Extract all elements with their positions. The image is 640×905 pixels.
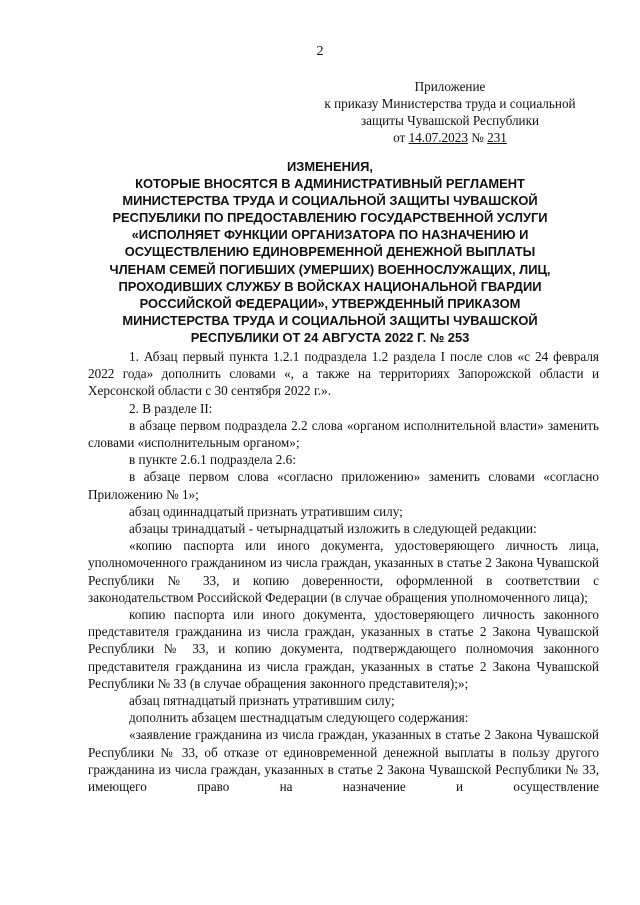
title-line: МИНИСТЕРСТВА ТРУДА И СОЦИАЛЬНОЙ ЗАЩИТЫ ЧУВАШСКОЙ	[122, 312, 538, 328]
paragraph: 1. Абзац первый пункта 1.2.1 подраздела 1.2 раздела I после слов «с 24 февраля 2022 года» дополнить словами «, а также на территориях Запорожской области и Херсонской области с 30 сентября 2022 г.».	[88, 349, 599, 399]
paragraph: в абзаце первом подраздела 2.2 слова «органом исполнительной власти» заменить словами «исполнительным органом»;	[88, 417, 599, 451]
order-number: 231	[487, 130, 507, 145]
title-line: РЕСПУБЛИКИ ПО ПРЕДОСТАВЛЕНИЮ ГОСУДАРСТВЕННОЙ УСЛУГИ	[112, 210, 548, 226]
order-date: 14.07.2023	[408, 130, 468, 145]
title-line: «ИСПОЛНЯЕТ ФУНКЦИИ ОРГАНИЗАТОРА ПО НАЗНАЧЕНИЮ И	[131, 227, 529, 243]
paragraph: «копию паспорта или иного документа, удостоверяющего личность лица, уполномоченного гражданином из числа граждан, указанных в статье 2 Закона Чувашской Республики № 33, и копию доверенности, оформленной в соответствии с законодательством Российской Федерации (в случае обращения уполномоченного лица);	[88, 538, 599, 605]
appendix-date-line	[300, 129, 600, 146]
appendix-block	[300, 78, 600, 146]
appendix-ministry-line: защиты Чувашской Республики	[360, 113, 540, 128]
paragraph: дополнить абзацем шестнадцатым следующего содержания:	[129, 710, 469, 726]
date-prefix: от	[393, 130, 409, 145]
title-line: ОСУЩЕСТВЛЕНИЮ ЕДИНОВРЕМЕННОЙ ДЕНЕЖНОЙ ВЫПЛАТЫ	[124, 244, 536, 260]
title-line: ИЗМЕНЕНИЯ,	[286, 159, 373, 174]
title-line: ЧЛЕНАМ СЕМЕЙ ПОГИБШИХ (УМЕРШИХ) ВОЕННОСЛУЖАЩИХ, ЛИЦ,	[109, 261, 551, 277]
number-prefix: №	[467, 130, 488, 145]
title-line: РОССИЙСКОЙ ФЕДЕРАЦИИ», УТВЕРЖДЕННЫЙ ПРИКАЗОМ	[139, 295, 521, 311]
title-line: МИНИСТЕРСТВА ТРУДА И СОЦИАЛЬНОЙ ЗАЩИТЫ ЧУВАШСКОЙ	[122, 193, 538, 209]
paragraph: «заявление гражданина из числа граждан, указанных в статье 2 Закона Чувашской Республики № 33, об отказе от единовременной денежной выплаты в пользу другого гражданина из числа граждан, указанных в статье 2 Закона Чувашской Республики № 33, имеющего право на назначение и осуществление	[88, 727, 599, 795]
paragraph: абзац пятнадцатый признать утратившим силу;	[129, 693, 395, 709]
paragraph: в абзаце первом слова «согласно приложению» заменить словами «согласно Приложению № 1»;	[88, 469, 599, 502]
document-body	[88, 348, 599, 795]
appendix-order-line: к приказу Министерства труда и социальной	[324, 96, 576, 111]
paragraph: абзац одиннадцатый признать утратившим силу;	[129, 503, 403, 519]
title-line: КОТОРЫЕ ВНОСЯТСЯ В АДМИНИСТРАТИВНЫЙ РЕГЛАМЕНТ	[135, 176, 525, 192]
paragraph: абзацы тринадцатый - четырнадцатый изложить в следующей редакции:	[129, 521, 537, 537]
appendix-label: Приложение	[414, 79, 486, 94]
paragraph: копию паспорта или иного документа, удостоверяющего личность законного представителя гражданина из числа граждан, указанных в статье 2 Закона Чувашской Республики № 33, и копию документа, подтверждающего полномочия законного представителя гражданина из числа граждан, указанных в статье 2 Закона Чувашской Республики № 33 (в случае обращения законного представителя);»;	[88, 607, 599, 691]
title-line: РЕСПУБЛИКИ ОТ 24 АВГУСТА 2022 Г. № 253	[190, 329, 470, 345]
paragraph: в пункте 2.6.1 подраздела 2.6:	[129, 452, 296, 468]
page-number: 2	[316, 44, 324, 59]
title-line: ПРОХОДИВШИХ СЛУЖБУ В ВОЙСКАХ НАЦИОНАЛЬНОЙ ГВАРДИИ	[118, 278, 542, 294]
document-title	[60, 158, 600, 346]
paragraph: 2. В разделе II:	[129, 400, 213, 416]
